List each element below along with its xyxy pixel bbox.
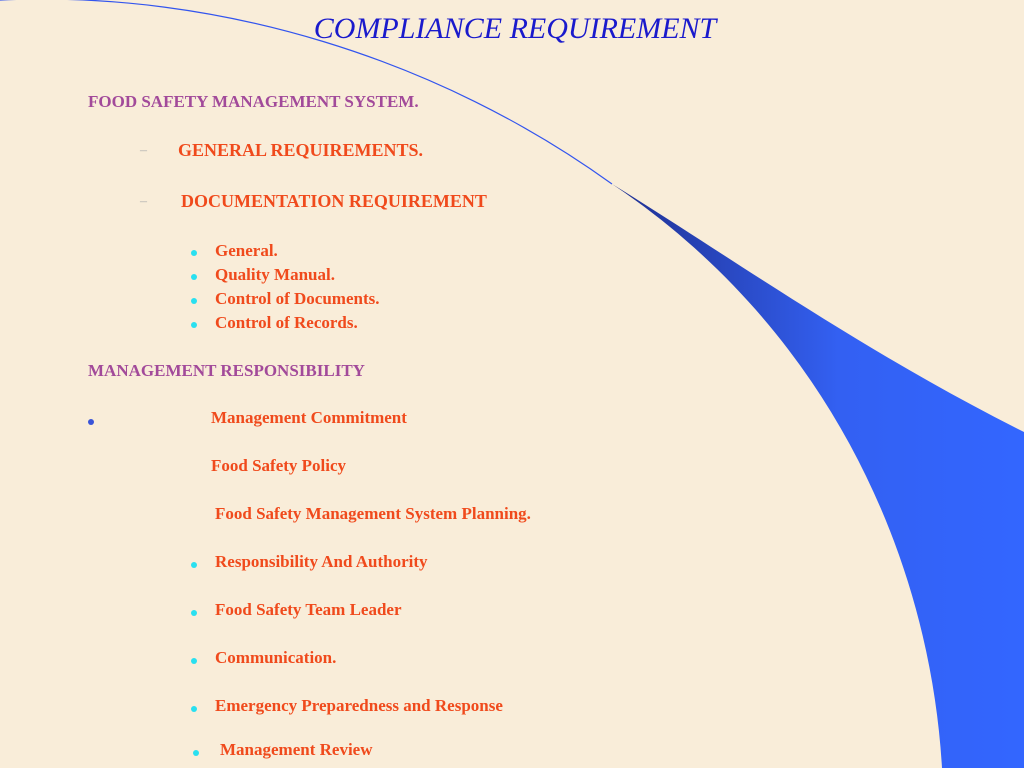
dash-marker: – (140, 194, 147, 209)
mgmt-item: Management Review (220, 740, 373, 759)
management-commitment: Management Commitment (211, 408, 407, 427)
doc-item: Control of Documents. (215, 289, 380, 308)
bullet-icon (191, 706, 197, 712)
bullet-icon (191, 562, 197, 568)
bullet-icon (191, 274, 197, 280)
bullet-icon (193, 750, 199, 756)
bullet-icon (191, 298, 197, 304)
doc-item: General. (215, 241, 278, 260)
bullet-icon (191, 658, 197, 664)
fsms-planning: Food Safety Management System Planning. (215, 504, 531, 523)
mgmt-item: Emergency Preparedness and Response (215, 696, 503, 715)
bullet-icon (191, 322, 197, 328)
bullet-icon (191, 250, 197, 256)
bullet-icon (191, 610, 197, 616)
food-safety-policy: Food Safety Policy (211, 456, 347, 475)
general-requirements: GENERAL REQUIREMENTS. (178, 140, 424, 160)
mgmt-item: Responsibility And Authority (215, 552, 428, 571)
documentation-requirement: DOCUMENTATION REQUIREMENT (181, 191, 487, 211)
doc-item: Control of Records. (215, 313, 358, 332)
dash-marker: – (140, 143, 147, 158)
fsms-heading: FOOD SAFETY MANAGEMENT SYSTEM. (88, 92, 419, 111)
mgmt-item: Food Safety Team Leader (215, 600, 402, 619)
bullet-icon (88, 419, 94, 425)
mgmt-item: Communication. (215, 648, 337, 667)
page-title: COMPLIANCE REQUIREMENT (313, 12, 717, 45)
mgmt-heading: MANAGEMENT RESPONSIBILITY (88, 361, 365, 380)
doc-item: Quality Manual. (215, 265, 335, 284)
swoosh-shape (612, 184, 1024, 768)
